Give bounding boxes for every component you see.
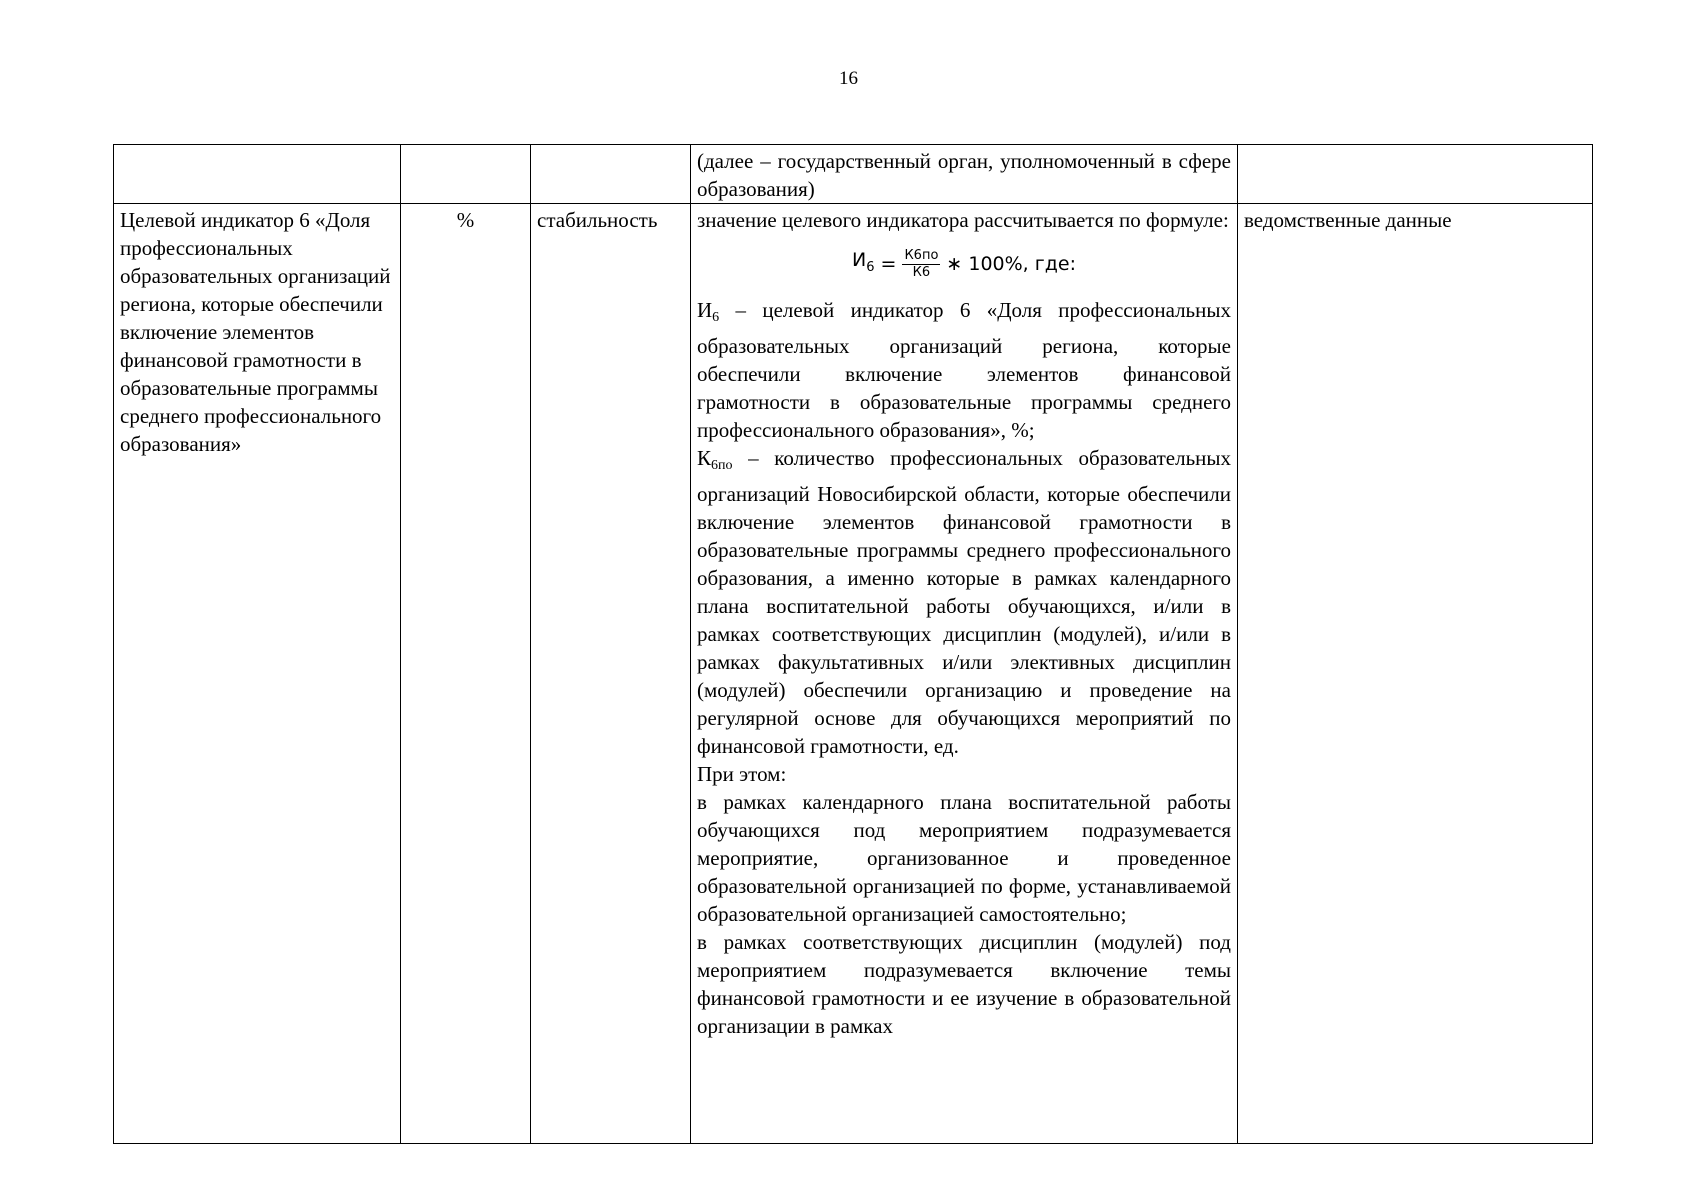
cell-method: (далее – государственный орган, уполномоченный в сфере образования): [691, 145, 1238, 204]
cell-unit: %: [401, 204, 531, 1144]
cell-method: [691, 204, 1238, 1144]
table-row-continuation: [114, 145, 1593, 204]
formula-equals: =: [880, 253, 897, 275]
indicator-table: [113, 144, 1593, 1144]
cell-source: ведомственные данные: [1238, 204, 1593, 1144]
method-intro: значение целевого индикатора рассчитывается по формуле:: [697, 208, 1229, 232]
cell-direction: [531, 145, 691, 204]
definition-k6po: $К_{6по}$ – количество профессиональных образовательных организаций Новосибирской области, которые обеспечили включение элементов финансовой грамотности в образовательные программы среднего профессионального образования, а именно которые в рамках календарного плана воспитательной работы обучающихся, и/или в рамках соответствующих дисциплин (модулей), и/или в рамках факультативных и/или элективных дисциплин (модулей) обеспечили организацию и проведение на регулярной основе для обучающихся мероприятий по финансовой грамотности, ед.: [697, 446, 1231, 758]
cell-indicator-name: Целевой индикатор 6 «Доля профессиональных образовательных организаций региона, которые обеспечили включение элементов финансовой грамотности в образовательные программы среднего профессионального образования»: [114, 204, 401, 1144]
cell-direction: стабильность: [531, 204, 691, 1144]
paragraph-disciplines: в рамках соответствующих дисциплин (модулей) под мероприятием подразумевается включение темы финансовой грамотности и ее изучение в образовательной организации в рамках: [697, 930, 1231, 1038]
definition-i6: $И_6$ – целевой индикатор 6 «Доля профессиональных образовательных организаций региона, которые обеспечили включение элементов финансовой грамотности в образовательные программы среднего профессионального образования», %;: [697, 298, 1231, 442]
cell-source: [1238, 145, 1593, 204]
table-row-indicator-6: [114, 204, 1593, 1144]
formula-rhs: ∗ 100%, где:: [946, 253, 1076, 275]
formula-denominator: К6: [912, 264, 931, 280]
formula-lhs: $И_6$: [852, 249, 875, 275]
pri-etom-label: При этом:: [697, 762, 787, 786]
formula: [697, 242, 1231, 286]
formula-numerator: К6по: [904, 247, 939, 263]
cell-indicator-name: [114, 145, 401, 204]
page-number: 16: [839, 68, 858, 89]
formula-fraction: [902, 248, 940, 281]
cell-unit: [401, 145, 531, 204]
paragraph-calendar-plan: в рамках календарного плана воспитательной работы обучающихся под мероприятием подразумевается мероприятие, организованное и проведенное образовательной организацией по форме, устанавливаемой образовательной организацией самостоятельно;: [697, 790, 1231, 926]
